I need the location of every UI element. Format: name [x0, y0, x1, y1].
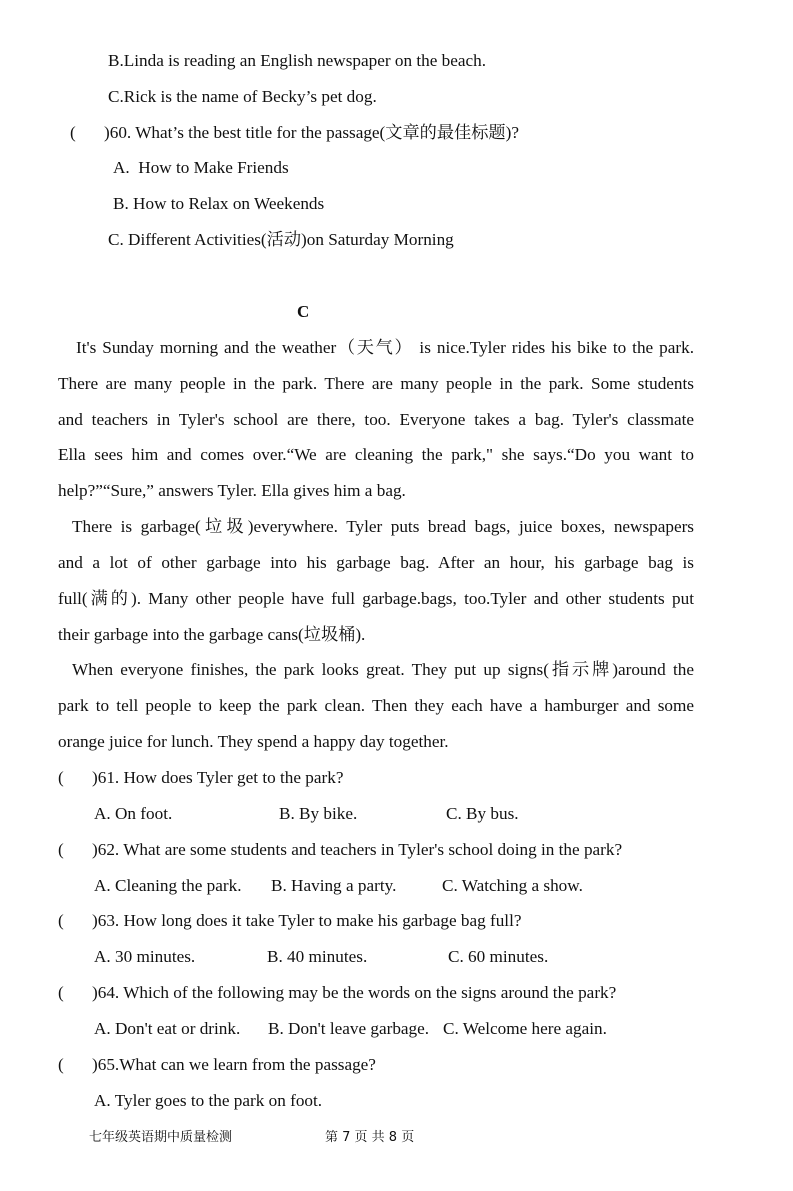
q62-option-c: C. Watching a show.: [442, 876, 583, 895]
passage-line: There are many people in the park. There are many people in the park. Some students: [58, 374, 694, 393]
q61-answer-paren: (: [58, 768, 64, 787]
q60-answer-paren: (: [70, 123, 76, 142]
q65-question: )65.What can we learn from the passage?: [92, 1055, 376, 1074]
q60-option-c: C. Different Activities(活动)on Saturday Morning: [108, 230, 454, 249]
q61-option-c: C. By bus.: [446, 804, 519, 823]
q64-option-c: C. Welcome here again.: [443, 1019, 607, 1038]
passage-line: their garbage into the garbage cans(垃圾桶).: [58, 625, 366, 644]
q62-question: )62. What are some students and teachers in Tyler's school doing in the park?: [92, 840, 623, 859]
q63-question: )63. How long does it take Tyler to make his garbage bag full?: [92, 911, 522, 930]
q60-question: )60. What’s the best title for the passage(文章的最佳标题)?: [104, 123, 519, 142]
q60-option-b: B. How to Relax on Weekends: [113, 194, 325, 213]
passage-line: It's Sunday morning and the weather（天气） is nice.Tyler rides his bike to the park.: [76, 338, 694, 357]
footer-page-number: 第 7 页 共 8 页: [325, 1130, 415, 1145]
q61-question: )61. How does Tyler get to the park?: [92, 768, 344, 787]
passage-line: full(满的). Many other people have full garbage.bags, too.Tyler and other students put: [58, 589, 694, 608]
q63-option-b: B. 40 minutes.: [267, 947, 368, 966]
passage-line: There is garbage(垃圾)everywhere. Tyler puts bread bags, juice boxes, newspapers: [72, 517, 694, 536]
q64-question: )64. Which of the following may be the words on the signs around the park?: [92, 983, 617, 1002]
q63-option-c: C. 60 minutes.: [448, 947, 549, 966]
q60-option-a: A. How to Make Friends: [113, 158, 289, 177]
q64-option-b: B. Don't leave garbage.: [268, 1019, 430, 1038]
q65-answer-paren: (: [58, 1055, 64, 1074]
q63-answer-paren: (: [58, 911, 64, 930]
q64-option-a: A. Don't eat or drink.: [94, 1019, 241, 1038]
passage-line: help?”“Sure,” answers Tyler. Ella gives him a bag.: [58, 481, 406, 500]
q62-option-b: B. Having a party.: [271, 876, 397, 895]
q62-answer-paren: (: [58, 840, 64, 859]
q62-option-a: A. Cleaning the park.: [94, 876, 242, 895]
passage-line: When everyone finishes, the park looks great. They put up signs(指示牌)around the: [72, 660, 694, 679]
q59-option-b: B.Linda is reading an English newspaper on the beach.: [108, 51, 487, 70]
passage-line: Ella sees him and comes over.“We are cleaning the park," she says.“Do you want to: [58, 445, 694, 464]
q64-answer-paren: (: [58, 983, 64, 1002]
q59-option-c: C.Rick is the name of Becky’s pet dog.: [108, 87, 377, 106]
passage-line: park to tell people to keep the park clean. Then they each have a hamburger and some: [58, 696, 694, 715]
footer-exam-title: 七年级英语期中质量检测: [89, 1130, 233, 1145]
q65-option-a: A. Tyler goes to the park on foot.: [94, 1091, 323, 1110]
q63-option-a: A. 30 minutes.: [94, 947, 196, 966]
passage-line: orange juice for lunch. They spend a happy day together.: [58, 732, 449, 751]
passage-line: and a lot of other garbage into his garbage bag. After an hour, his garbage bag is: [58, 553, 694, 572]
section-c-heading: C: [297, 302, 310, 321]
passage-line: and teachers in Tyler's school are there, too. Everyone takes a bag. Tyler's classmate: [58, 410, 694, 429]
q61-option-b: B. By bike.: [279, 804, 358, 823]
q61-option-a: A. On foot.: [94, 804, 173, 823]
